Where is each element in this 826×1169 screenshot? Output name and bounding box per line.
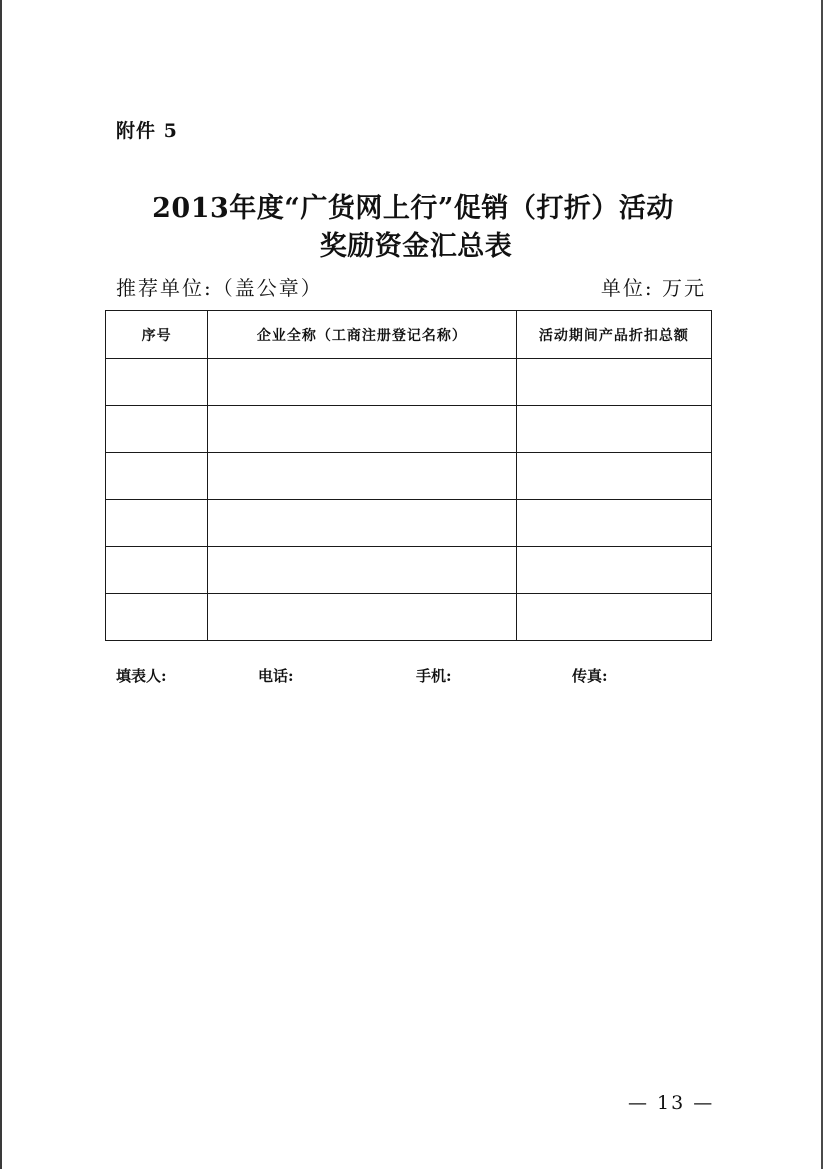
mobile-label: 手机:: [416, 667, 452, 685]
table-cell: [516, 500, 711, 547]
title-line-1: 2013年度“广货网上行”促销（打折）活动: [152, 193, 674, 224]
scan-edge-left: [0, 0, 2, 1169]
title-line-2: 奖励资金汇总表: [319, 231, 513, 262]
table-row: [106, 547, 712, 594]
table-cell: [106, 547, 208, 594]
summary-table: [105, 310, 712, 641]
table-cell: [516, 359, 711, 406]
table-cell: [106, 453, 208, 500]
header-seq: 序号: [106, 311, 208, 359]
phone-label: 电话:: [258, 667, 294, 685]
unit-label: 单位: 万元: [600, 276, 706, 300]
table-header-row: [106, 311, 712, 359]
header-company-name: 企业全称（工商注册登记名称）: [208, 311, 517, 359]
table-cell: [106, 594, 208, 641]
recommending-unit-label: 推荐单位:（盖公章）: [116, 276, 323, 300]
table-cell: [106, 406, 208, 453]
filler-label: 填表人:: [116, 667, 167, 685]
table-cell: [516, 406, 711, 453]
table-row: [106, 594, 712, 641]
table-row: [106, 453, 712, 500]
table-cell: [208, 359, 517, 406]
table-row: [106, 500, 712, 547]
table-row: [106, 359, 712, 406]
table-row: [106, 406, 712, 453]
document-title: [0, 190, 826, 266]
meta-row: [116, 272, 706, 302]
table-cell: [516, 453, 711, 500]
fax-label: 传真:: [572, 667, 608, 685]
table-cell: [106, 359, 208, 406]
header-discount-total: 活动期间产品折扣总额: [516, 311, 711, 359]
table-cell: [516, 547, 711, 594]
table-cell: [516, 594, 711, 641]
attachment-label: 附件 5: [116, 120, 178, 142]
table-cell: [208, 453, 517, 500]
scan-edge-right: [821, 0, 823, 1169]
table-cell: [208, 547, 517, 594]
table-cell: [106, 500, 208, 547]
table-cell: [208, 500, 517, 547]
footer-row: [116, 665, 716, 689]
table-cell: [208, 406, 517, 453]
table-cell: [208, 594, 517, 641]
page-number: — 13 —: [628, 1092, 715, 1114]
